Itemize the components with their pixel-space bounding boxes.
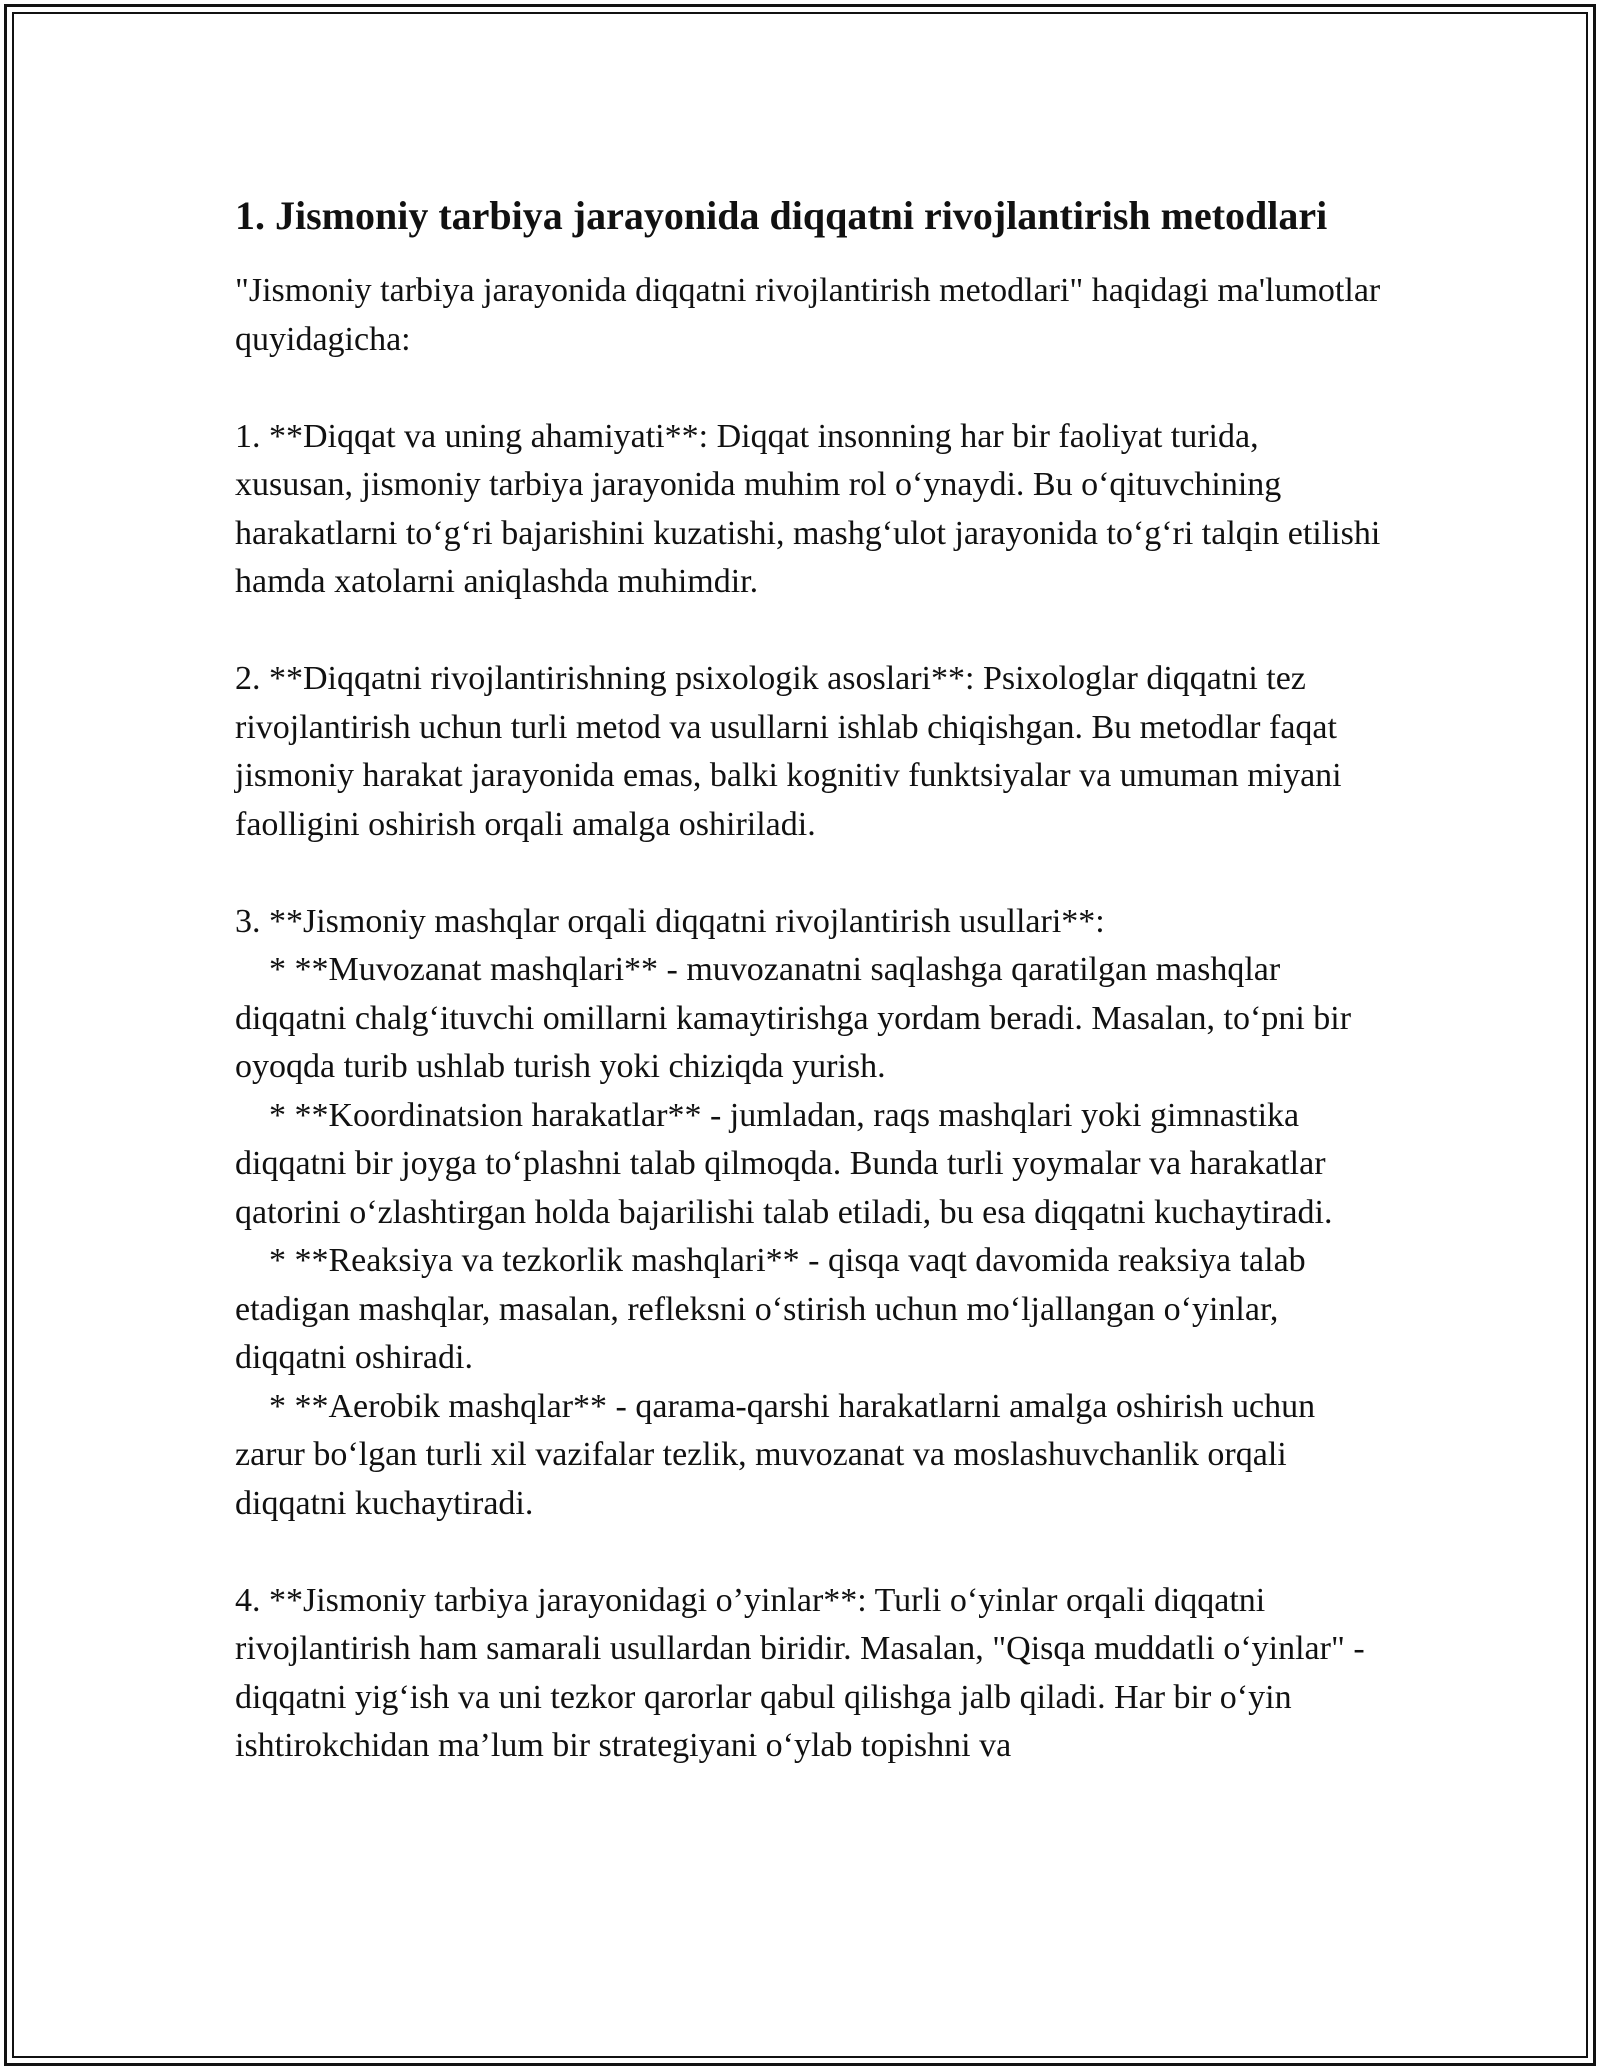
section-3-paragraph: 3. **Jismoniy mashqlar orqali diqqatni rivojlantirish usullari**: * **Muvozanat mashqlari** - muvozanatni saqlashga qaratilgan mashqlar diqqatni chalg‘ituvchi omillarni kamaytirishga yordam beradi. Masalan, to‘pni bir oyoqda turib ushlab turish yoki chiziqda yurish. * **Koordinatsion harakatlar** - jumladan, raqs mashqlari yoki gimnastika diqqatni bir joyga to‘plashni talab qilmoqda. Bunda turli yoymalar va harakatlar qatorini o‘zlashtirgan holda bajarilishi talab etiladi, bu esa diqqatni kuchaytiradi. * **Reaksiya va tezkorlik mashqlari** - qisqa vaqt davomida reaksiya talab etadigan mashqlar, masalan, refleksni o‘stirish uchun mo‘ljallangan o‘yinlar, diqqatni oshiradi. * **Aerobik mashqlar** - qarama-qarshi harakatlarni amalga oshirish uchun zarur bo‘lgan turli xil vazifalar tezlik, muvozanat va moslashuvchanlik orqali diqqatni kuchaytiradi. <box>235 902 1352 1522</box>
intro-paragraph: "Jismoniy tarbiya jarayonida diqqatni rivojlantirish metodlari" haqidagi ma'lumotlar quyidagicha: <box>235 272 1389 358</box>
section-4-paragraph: 4. **Jismoniy tarbiya jarayonidagi o’yinlar**: Turli o‘yinlar orqali diqqatni rivojlantirish ham samarali usullardan biridir. Masalan, "Qisqa muddatli o‘yinlar" - diqqatni yig‘ish va uni tezkor qarorlar qabul qilishga jalb qiladi. Har bir o‘yin ishtirokchidan ma’lum bir strategiyani o‘ylab topishni va <box>235 1581 1374 1764</box>
section-1-paragraph: 1. **Diqqat va uning ahamiyati**: Diqqat insonning har bir faoliyat turida, xususan, jismoniy tarbiya jarayonida muhim rol o‘ynaydi. Bu o‘qituvchining harakatlarni to‘g‘ri bajarishini kuzatishi, mashg‘ulot jarayonida to‘g‘ri talqin etilishi hamda xatolarni aniqlashda muhimdir. <box>235 417 1389 600</box>
document-body <box>235 267 1389 1771</box>
document-title: 1. Jismoniy tarbiya jarayonida diqqatni rivojlantirish metodlari <box>235 193 1328 238</box>
document-page <box>235 188 1389 1771</box>
section-2-paragraph: 2. **Diqqatni rivojlantirishning psixologik asoslari**: Psixologlar diqqatni tez rivojlantirish uchun turli metod va usullarni ishlab chiqishgan. Bu metodlar faqat jismoniy harakat jarayonida emas, balki kognitiv funktsiyalar va umuman miyani faolligini oshirish orqali amalga oshiriladi. <box>235 660 1351 843</box>
